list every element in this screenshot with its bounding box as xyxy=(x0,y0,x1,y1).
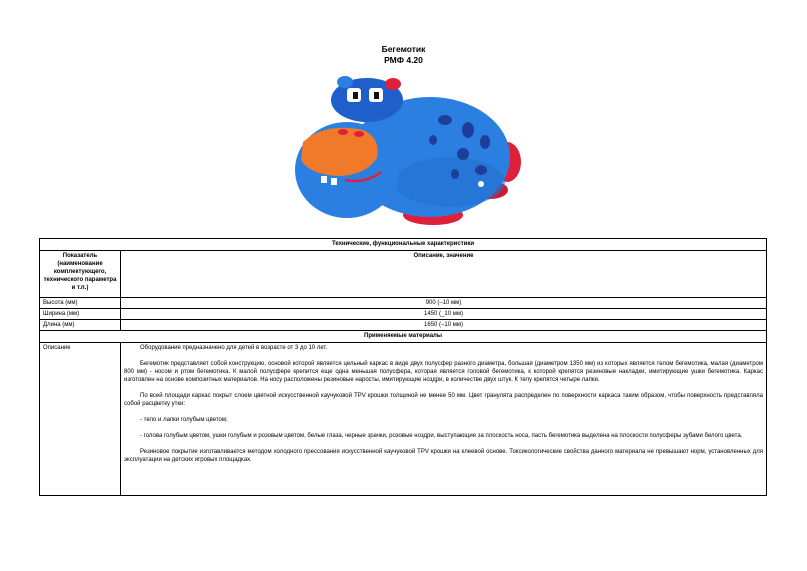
tail-dot xyxy=(478,181,484,187)
description-paragraph: Бегемотик представляет собой конструкцию, основой которой является цельный каркас в виде двух полусфер разного диаметра, большая (диаметром 1350 мм) из которых является телом бегемотика, малая (диаметром 800 мм) - носом и ртом бегемотика. К малой полусфере крепится еще одна меньшая полусфера, которая является головой бегемотика, к которой крепятся резиновые накладки, имитирующие ушки бегемотика. Каркас изготовлен на основе композитных материалов. На носу расположены резиновые наросты, имитирующие ноздри, в количестве двух штук. К телу крепятся четыре лапки. xyxy=(124,361,763,383)
table-row xyxy=(40,320,767,331)
spot xyxy=(429,135,437,145)
spot xyxy=(462,122,474,138)
description-paragraph: Оборудование предназначено для детей в возрасте от 3 до 10 лет. xyxy=(140,345,328,351)
table-row xyxy=(40,309,767,320)
indicator-column-header: Показатель (наименование комплектующего, технического параметра и т.п.) xyxy=(40,251,121,298)
hippo-illustration xyxy=(285,72,525,232)
spec-table xyxy=(39,238,767,496)
description-label: Описание xyxy=(40,343,121,496)
tooth xyxy=(331,178,337,185)
pupil-right xyxy=(374,92,379,99)
row-value: 1450 ( ̲ 10 мм) xyxy=(121,309,767,320)
description-text xyxy=(121,343,767,496)
spot xyxy=(475,165,487,175)
product-name: Бегемотик xyxy=(381,44,426,54)
row-label: Высота (мм) xyxy=(40,298,121,309)
product-title xyxy=(0,44,807,66)
description-paragraph: - голова голубым цветом, ушки голубым и розовым цветом, белые глаза, черные зрачки, розовые ноздри, выступающие за плоскость носа, пасть бегемотика выделена на плоскости полусферы зубами белого цвета. xyxy=(140,433,743,439)
nostril-right xyxy=(354,131,364,137)
row-label: Длина (мм) xyxy=(40,320,121,331)
product-code: РМФ 4.20 xyxy=(384,55,423,65)
section-materials-header: Применяемые материалы xyxy=(40,331,767,343)
spot xyxy=(457,148,469,160)
spot xyxy=(451,169,459,179)
row-value: 1650 ( ̶ 10 мм) xyxy=(121,320,767,331)
nostril-left xyxy=(338,129,348,135)
ear-right xyxy=(385,78,401,90)
description-paragraph: Резиновое покрытие изготавливается методом холодного прессования искусственной каучуковой TPV крошки на клеевой основе. Токсикологические свойства данного материала не превышают норм, установленных для эксплуатации на детских игровых площадках. xyxy=(124,449,763,463)
row-label: Ширина (мм) xyxy=(40,309,121,320)
spot xyxy=(438,115,452,125)
tooth xyxy=(321,176,327,183)
pupil-left xyxy=(353,92,358,99)
body-shadow xyxy=(395,157,505,207)
description-paragraph: По всей площади каркас покрыт слоем цветной искусственной каучуковой TPV крошки толщиной не менее 50 мм. Цвет гранулята распределен по поверхности каркаса таким образом, чтобы поверхность представляла собой расцветку утки: xyxy=(124,393,763,407)
description-paragraph: - тело и лапки голубым цветом; xyxy=(140,417,228,423)
ear-left xyxy=(337,76,353,88)
description-column-header: Описание, значение xyxy=(121,251,767,298)
spot xyxy=(480,135,490,149)
row-value: 900 ( ̶ 10 мм) xyxy=(121,298,767,309)
section-specs-header: Технические, функциональные характеристики xyxy=(40,239,767,251)
table-row xyxy=(40,298,767,309)
